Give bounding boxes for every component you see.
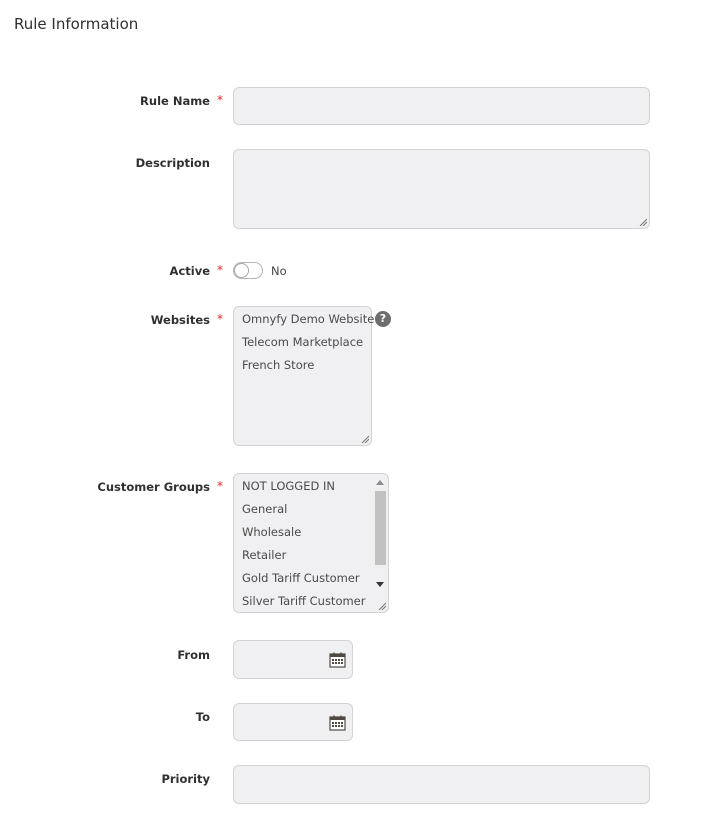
section-title: Rule Information (14, 15, 139, 33)
website-option[interactable]: French Store (242, 358, 315, 372)
to-date-input[interactable] (233, 703, 353, 741)
priority-input[interactable] (233, 765, 650, 804)
toggle-knob (234, 263, 249, 278)
customer-group-option[interactable]: Silver Tariff Customer (242, 594, 366, 608)
customer-group-option[interactable]: Retailer (242, 548, 287, 562)
resize-grip-icon[interactable] (378, 602, 386, 610)
rule-name-input[interactable] (233, 87, 650, 125)
rule-name-label: Rule Name (140, 94, 210, 108)
active-label: Active (169, 264, 210, 278)
customer-group-option[interactable]: NOT LOGGED IN (242, 479, 335, 493)
description-textarea[interactable] (233, 149, 650, 229)
from-label: From (177, 648, 210, 662)
to-label: To (195, 710, 210, 724)
websites-label: Websites (150, 313, 210, 327)
website-option[interactable]: Omnyfy Demo Website (242, 312, 375, 326)
from-date-input[interactable] (233, 640, 353, 679)
customer-group-option[interactable]: General (242, 502, 288, 516)
active-toggle[interactable] (233, 262, 263, 279)
customer-group-option[interactable]: Gold Tariff Customer (242, 571, 360, 585)
question-mark-icon[interactable]: ? (375, 311, 391, 327)
calendar-icon[interactable] (329, 652, 346, 668)
customer-group-option[interactable]: Wholesale (242, 525, 302, 539)
scroll-up-arrow-icon[interactable] (376, 480, 384, 485)
website-option[interactable]: Telecom Marketplace (242, 335, 364, 349)
description-label: Description (135, 156, 210, 170)
customer-groups-label: Customer Groups (97, 480, 210, 494)
scroll-down-arrow-icon[interactable] (376, 582, 384, 587)
websites-multiselect[interactable] (233, 306, 375, 446)
customer-groups-multiselect[interactable] (233, 473, 389, 613)
scrollbar[interactable] (373, 475, 387, 611)
resize-grip-icon[interactable] (639, 218, 647, 226)
websites-required-marker: * (217, 312, 223, 326)
resize-grip-icon[interactable] (361, 435, 369, 443)
active-toggle-state: No (271, 264, 287, 278)
priority-label: Priority (161, 772, 210, 786)
scroll-thumb[interactable] (375, 491, 386, 565)
active-required-marker: * (217, 263, 223, 277)
rule-name-required-marker: * (217, 93, 223, 107)
customer-groups-required-marker: * (217, 479, 223, 493)
calendar-icon[interactable] (329, 715, 346, 731)
